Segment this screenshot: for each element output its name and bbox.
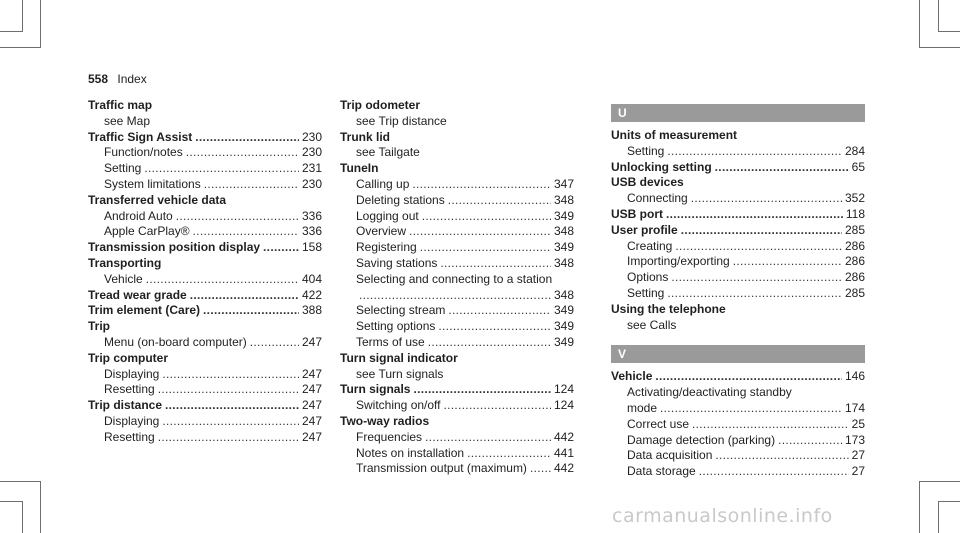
page-ref: 247	[301, 413, 322, 428]
index-entry	[611, 223, 865, 302]
watermark: carmanualsonline.info	[612, 505, 833, 527]
index-subentry	[88, 414, 322, 430]
index-entry-heading: Trunk lid	[340, 129, 391, 144]
index-subentry-text: Logging out	[356, 208, 419, 223]
index-subentry	[340, 193, 574, 209]
index-subentry-text: Selecting stream	[356, 303, 446, 318]
crop-mark	[22, 0, 23, 32]
index-subentry	[340, 398, 574, 414]
dot-leader	[158, 430, 299, 446]
dot-leader	[715, 160, 849, 176]
crop-mark	[40, 481, 41, 533]
page-title: Index	[117, 72, 147, 86]
page-ref: 349	[553, 334, 574, 349]
page-ref: 118	[845, 206, 865, 221]
page-ref: 173	[844, 432, 865, 447]
crop-mark	[919, 0, 920, 47]
index-subentry	[611, 254, 865, 270]
index-subentry	[340, 335, 574, 351]
index-entry-heading	[88, 288, 322, 304]
index-subentry	[340, 224, 574, 240]
page-ref: 286	[844, 270, 865, 285]
index-entry	[340, 130, 574, 162]
section-v-entries	[611, 369, 865, 480]
index-entry	[611, 160, 865, 176]
page-ref: 230	[301, 145, 322, 160]
page-ref: 25	[851, 416, 865, 431]
crop-mark	[0, 481, 41, 482]
dot-leader	[699, 464, 849, 480]
crop-mark	[938, 501, 960, 502]
page-ref: 27	[851, 464, 865, 479]
page-ref: 247	[301, 366, 322, 381]
index-subentry	[340, 430, 574, 446]
index-subentry-text: Saving stations	[356, 255, 438, 270]
index-subentry: see Trip distance	[356, 113, 447, 128]
index-subentry	[611, 144, 865, 160]
index-entry	[611, 207, 865, 223]
index-subentry	[611, 433, 865, 449]
dot-leader	[778, 433, 842, 449]
index-subentry-text: Frequencies	[356, 429, 423, 444]
index-subentry	[611, 239, 865, 255]
index-subentry	[611, 417, 865, 433]
index-subentry: see Tailgate	[356, 145, 420, 160]
index-entry	[88, 98, 322, 130]
dot-leader	[413, 382, 551, 398]
page-ref: 174	[844, 400, 865, 415]
crop-mark	[919, 481, 960, 482]
dot-leader	[444, 398, 551, 414]
index-subentry	[340, 461, 574, 477]
index-entry	[611, 302, 865, 334]
index-entry-heading	[611, 369, 865, 385]
dot-leader	[681, 223, 842, 239]
dot-leader	[186, 145, 299, 161]
index-subentry-text: Overview	[356, 224, 407, 239]
index-entry-heading-text: Vehicle	[611, 369, 653, 384]
dot-leader	[425, 430, 551, 446]
index-subentry-text: Setting	[627, 285, 665, 300]
index-subentry	[611, 464, 865, 480]
index-subentry-text: Calling up	[356, 176, 410, 191]
crop-mark	[0, 47, 41, 48]
dot-leader	[530, 461, 551, 477]
page-ref: 27	[851, 448, 865, 463]
dot-leader	[715, 448, 848, 464]
dot-leader	[146, 272, 299, 288]
index-subentry	[340, 288, 574, 304]
index-entry-heading-text: Transmission position display	[88, 240, 261, 255]
page-ref: 388	[301, 303, 322, 318]
page-ref: 422	[301, 287, 322, 302]
index-subentry	[611, 191, 865, 207]
index-subentry-text: Data storage	[627, 464, 696, 479]
page-ref: 285	[844, 222, 865, 237]
crop-mark	[0, 31, 22, 32]
dot-leader	[176, 209, 299, 225]
index-entry	[88, 240, 322, 256]
index-subentry: see Map	[104, 113, 151, 128]
index-subentry	[88, 430, 322, 446]
index-subentry-text: Damage detection (parking)	[627, 432, 776, 447]
index-entry-heading	[88, 303, 322, 319]
page-ref: 158	[301, 240, 322, 255]
dot-leader	[655, 369, 842, 385]
index-subentry-text: Vehicle	[104, 271, 143, 286]
crop-mark	[938, 0, 939, 32]
index-entry-heading-text: Traffic Sign Assist	[88, 129, 193, 144]
index-subentry	[88, 161, 322, 177]
page-ref: 146	[844, 369, 865, 384]
page-ref: 348	[553, 192, 574, 207]
page-ref: 348	[553, 287, 574, 302]
dot-leader	[190, 288, 299, 304]
index-subentry-text: Function/notes	[104, 145, 183, 160]
index-subentry-text: Resetting	[104, 429, 155, 444]
index-subentry: Activating/deactivating standby	[627, 385, 792, 400]
page-ref: 247	[301, 382, 322, 397]
dot-leader	[263, 240, 299, 256]
index-entry-heading: Two-way radios	[340, 413, 430, 428]
index-subentry-text: Resetting	[104, 382, 155, 397]
index-entry	[611, 369, 865, 480]
crop-mark	[919, 47, 960, 48]
crop-mark	[22, 501, 23, 533]
index-subentry-text: Android Auto	[104, 208, 173, 223]
index-subentry-text: Terms of use	[356, 334, 425, 349]
page-ref: 336	[301, 208, 322, 223]
index-subentry	[611, 286, 865, 302]
index-entry	[340, 98, 574, 130]
page-ref: 349	[553, 208, 574, 223]
page-ref: 347	[553, 176, 574, 191]
index-subentry-text: Deleting stations	[356, 192, 445, 207]
index-subentry	[88, 335, 322, 351]
page-ref: 284	[844, 143, 865, 158]
index-entry-heading	[88, 398, 322, 414]
dot-leader	[440, 256, 551, 272]
index-entry-heading: Transporting	[88, 255, 162, 270]
index-subentry	[340, 209, 574, 225]
index-entry	[88, 130, 322, 193]
dot-leader	[666, 207, 843, 223]
index-entry-heading: USB devices	[611, 175, 684, 190]
index-subentry-text: Displaying	[104, 413, 160, 428]
dot-leader	[165, 398, 299, 414]
index-entry-heading-text: Unlocking setting	[611, 159, 712, 174]
index-subentry-text: Transmission output (maximum)	[356, 461, 527, 476]
index-subentry	[340, 446, 574, 462]
dot-leader	[733, 254, 842, 270]
section-letter-u: U	[611, 104, 865, 122]
dot-leader	[448, 193, 551, 209]
index-subentry	[340, 240, 574, 256]
dot-leader	[204, 177, 299, 193]
index-entry-heading: Using the telephone	[611, 301, 726, 316]
index-entry	[340, 351, 574, 383]
index-column-3	[611, 98, 865, 480]
index-entry	[88, 288, 322, 304]
page-ref: 247	[301, 334, 322, 349]
index-entry-heading: Units of measurement	[611, 128, 738, 142]
index-entry-heading-text: Trip distance	[88, 398, 163, 413]
page-ref: 441	[553, 445, 574, 460]
index-entry-heading-text: Turn signals	[340, 382, 411, 397]
page-ref: 286	[844, 254, 865, 269]
index-entry-heading: Traffic map	[88, 98, 153, 112]
page-ref: 231	[301, 161, 322, 176]
index-subentry-text: Correct use	[627, 416, 690, 431]
index-subentry	[340, 177, 574, 193]
index-entry	[88, 398, 322, 445]
index-subentry: see Calls	[627, 317, 677, 332]
index-column-2	[340, 98, 574, 477]
section-u-entries	[611, 128, 865, 333]
dot-leader	[162, 367, 299, 383]
page-ref: 247	[301, 429, 322, 444]
index-entry	[611, 128, 865, 160]
index-entry-heading: Turn signal indicator	[340, 350, 458, 365]
dot-leader	[467, 446, 551, 462]
dot-leader	[692, 417, 849, 433]
index-subentry	[340, 319, 574, 335]
index-subentry-text: Apple CarPlay®	[104, 224, 190, 239]
index-subentry-text: Setting options	[356, 319, 436, 334]
index-entry	[340, 161, 574, 351]
dot-leader	[691, 191, 842, 207]
page-number: 558	[88, 72, 109, 86]
index-subentry	[88, 145, 322, 161]
index-subentry	[88, 209, 322, 225]
page-ref: 285	[844, 285, 865, 300]
index-subentry-text: Registering	[356, 240, 417, 255]
dot-leader	[667, 286, 842, 302]
index-entry-heading	[88, 130, 322, 146]
index-subentry-text: Displaying	[104, 366, 160, 381]
page-ref: 404	[301, 271, 322, 286]
dot-leader	[671, 270, 842, 286]
index-entry-heading: Trip odometer	[340, 98, 421, 112]
dot-leader	[359, 288, 551, 304]
index-entry	[611, 175, 865, 207]
index-subentry	[611, 448, 865, 464]
index-subentry	[88, 382, 322, 398]
crop-mark	[919, 481, 920, 533]
index-entry-heading	[611, 160, 865, 176]
index-subentry	[88, 272, 322, 288]
index-entry	[88, 319, 322, 351]
page-ref: 336	[301, 224, 322, 239]
index-subentry-text: mode	[627, 400, 658, 415]
page-ref: 230	[301, 129, 322, 144]
index-entry-heading-text: Trim element (Care)	[88, 303, 201, 318]
page-ref: 65	[851, 159, 865, 174]
dot-leader	[203, 303, 299, 319]
dot-leader	[675, 239, 842, 255]
crop-mark	[938, 31, 960, 32]
index-subentry	[611, 270, 865, 286]
index-subentry	[340, 256, 574, 272]
dot-leader	[448, 303, 551, 319]
index-subentry-text: Creating	[627, 238, 673, 253]
dot-leader	[144, 161, 299, 177]
dot-leader	[667, 144, 842, 160]
index-subentry	[88, 224, 322, 240]
index-entry-heading	[611, 223, 865, 239]
index-entry-heading-text: USB port	[611, 206, 663, 221]
dot-leader	[158, 382, 299, 398]
page-ref: 247	[301, 398, 322, 413]
dot-leader	[422, 209, 551, 225]
index-subentry-text: Switching on/off	[356, 398, 441, 413]
dot-leader	[409, 224, 551, 240]
dot-leader	[195, 130, 299, 146]
page-ref: 352	[844, 191, 865, 206]
index-subentry-text: Connecting	[627, 191, 688, 206]
page-ref: 348	[553, 224, 574, 239]
index-subentry-text: Setting	[627, 143, 665, 158]
section-letter-v: V	[611, 345, 865, 363]
page-ref: 349	[553, 303, 574, 318]
index-subentry-text: Notes on installation	[356, 445, 465, 460]
crop-mark	[40, 0, 41, 47]
index-entry-heading	[611, 207, 865, 223]
index-entry-heading: TuneIn	[340, 161, 379, 176]
index-entry	[88, 351, 322, 398]
index-entry	[88, 193, 322, 240]
page-header	[88, 72, 147, 86]
index-subentry-text: Data acquisition	[627, 448, 713, 463]
index-subentry	[340, 303, 574, 319]
dot-leader	[162, 414, 299, 430]
index-entry-heading: Trip computer	[88, 350, 169, 365]
index-entry-heading-text: User profile	[611, 222, 678, 237]
dot-leader	[250, 335, 299, 351]
index-subentry	[611, 401, 865, 417]
index-subentry-text: Importing/exporting	[627, 254, 730, 269]
dot-leader	[428, 335, 551, 351]
index-entry-heading: Transferred vehicle data	[88, 192, 227, 207]
page-ref: 348	[553, 255, 574, 270]
dot-leader	[412, 177, 551, 193]
index-entry	[340, 414, 574, 477]
index-subentry	[88, 367, 322, 383]
crop-mark	[938, 501, 939, 533]
index-entry-heading	[340, 382, 574, 398]
index-subentry-text: Menu (on-board computer)	[104, 334, 247, 349]
dot-leader	[438, 319, 551, 335]
index-entry	[340, 382, 574, 414]
index-entry-heading	[88, 240, 322, 256]
page-ref: 230	[301, 176, 322, 191]
dot-leader	[193, 224, 299, 240]
page-ref: 349	[553, 319, 574, 334]
page-ref: 124	[553, 398, 574, 413]
index-subentry-text: System limitations	[104, 176, 201, 191]
index-column-1	[88, 98, 322, 446]
page-ref: 442	[553, 429, 574, 444]
index-subentry: see Turn signals	[356, 366, 444, 381]
index-entry	[88, 303, 322, 319]
crop-mark	[0, 501, 22, 502]
page-ref: 349	[553, 240, 574, 255]
index-entry-heading-text: Tread wear grade	[88, 287, 187, 302]
page-ref: 124	[553, 382, 574, 397]
dot-leader	[660, 401, 842, 417]
page-ref: 286	[844, 238, 865, 253]
index-entry-heading: Trip	[88, 319, 111, 334]
index-subentry	[88, 177, 322, 193]
index-subentry: Selecting and connecting to a station	[356, 271, 553, 286]
page-ref: 442	[553, 461, 574, 476]
dot-leader	[420, 240, 551, 256]
index-subentry-text: Setting	[104, 161, 142, 176]
index-subentry-text: Options	[627, 270, 669, 285]
index-entry	[88, 256, 322, 288]
